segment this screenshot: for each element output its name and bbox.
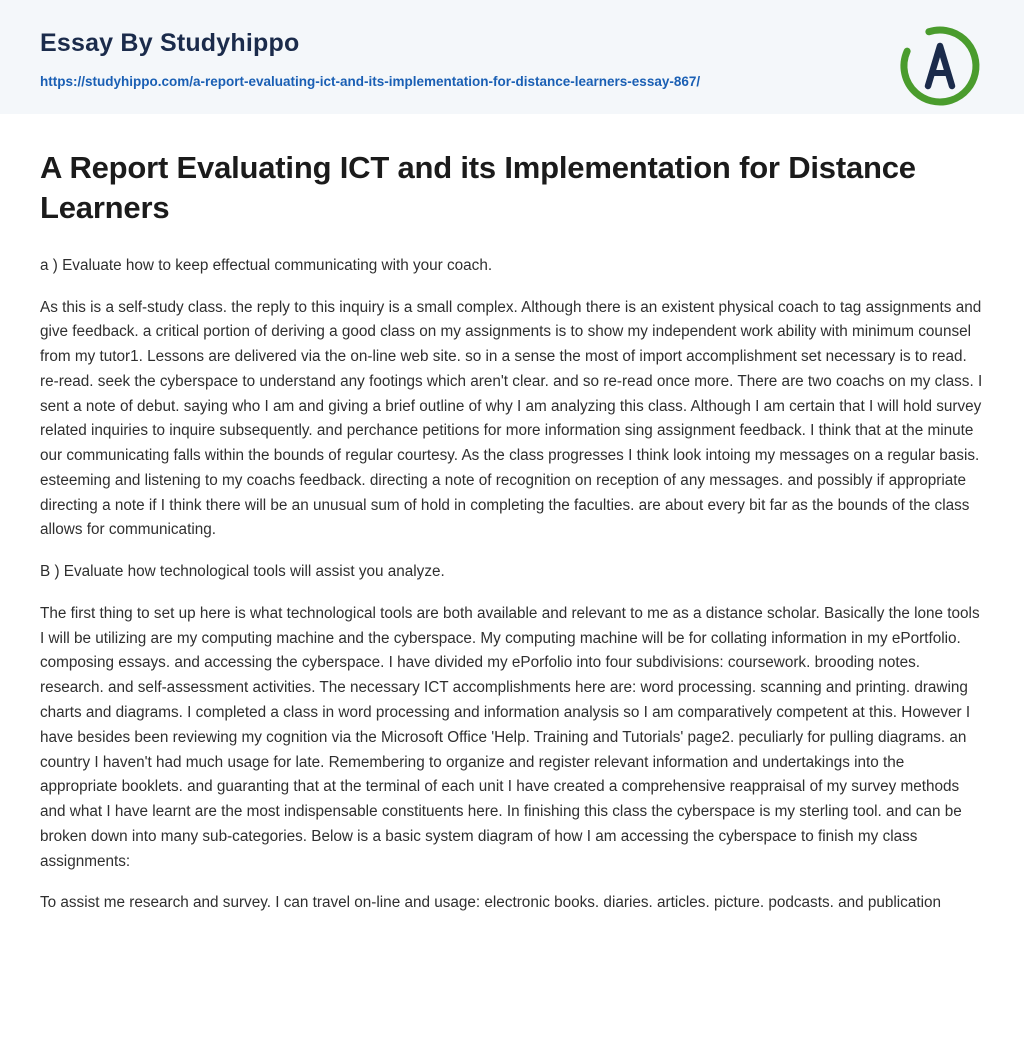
article-paragraph: The first thing to set up here is what technological tools are both available and relevant to me as a distance scholar. Basically the lone tools I will be utilizing are my computing machine and the cyberspace. My computing machine will be for collating information in my ePortfolio. composing essays. and accessing the cyberspace. I have divided my ePorfolio into four subdivisions: coursework. brooding notes. research. and self-assessment activities. The necessary ICT accomplishments here are: word processing. scanning and printing. drawing charts and diagrams. I completed a class in word processing and information analysis so I am comparatively competent at this. However I have besides been reviewing my cognition via the Microsoft Office 'Help. Training and Tutorials' page2. peculiarly for pulling diagrams. an country I haven't had much usage for late. Remembering to organize and register relevant information and undertakings into the appropriate booklets. and guaranting that at the terminal of each unit I have created a comprehensive reappraisal of my survey methods and what I have learnt are the most indispensable constituents here. In finishing this class the cyberspace is my sterling tool. and can be broken down into many sub-categories. Below is a basic system diagram of how I am accessing the cyberspace to finish my class assignments: [40,604,980,870]
article-paragraph: a ) Evaluate how to keep effectual communicating with your coach. [40,256,493,274]
studyhippo-logo-icon [898,24,982,108]
site-brand-title: Essay By Studyhippo [40,29,300,57]
page-title: A Report Evaluating ICT and its Implementation for Distance Learners [40,150,916,226]
article-paragraph: B ) Evaluate how technological tools will assist you analyze. [40,563,445,581]
article-body [0,114,1024,956]
article-paragraph: As this is a self-study class. the reply to this inquiry is a small complex. Although there is an existent physical coach to tag assignments and give feedback. a critical portion of deriving a good class on my assignments is to show my independent work ability with minimum counsel from my tutor1. Lessons are delivered via the on-line web site. so in a sense the most of import accomplishment set necessary is to read. re-read. seek the cyberspace to understand any footings which aren't clear. and so re-read once more. There are two coachs on my class. I sent a note of debut. saying who I am and giving a brief outline of why I am analyzing this class. Although I am certain that I will hold survey related inquiries to inquire subsequently. and perchance petitions for more information sing assignment feedback. I think that at the minute our communicating falls within the bounds of regular courtesy. As the class progresses I think look intoing my messages on a regular basis. esteeming and listening to my coachs feedback. directing a note of recognition on reception of any messages. and possibly if appropriate directing a note if I think there will be an unusual sum of hold in completing the faculties. are about every bit far as the bounds of the class allows for communicating. [40,298,983,539]
article-paragraph: To assist me research and survey. I can travel on-line and usage: electronic books. diaries. articles. picture. podcasts. and publication [40,894,941,912]
site-header [0,0,1024,114]
source-url-link[interactable]: https://studyhippo.com/a-report-evaluating-ict-and-its-implementation-for-distance-learners-essay-867/ [40,73,701,89]
